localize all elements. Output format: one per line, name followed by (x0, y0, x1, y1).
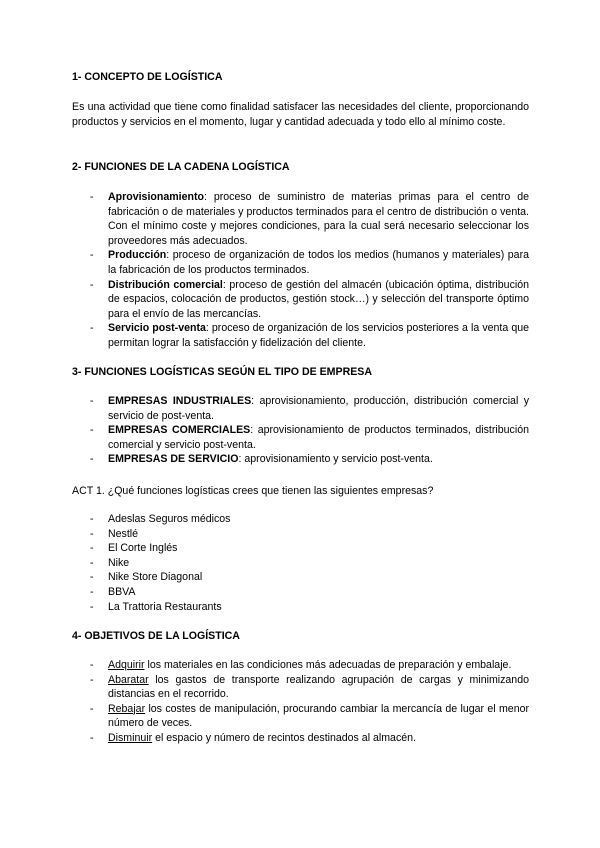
list-item (72, 248, 529, 277)
list-item (72, 394, 529, 423)
list-item-verb: Abaratar (108, 673, 149, 686)
list-item-verb: Rebajar (108, 702, 146, 715)
list-item-term: Servicio post-venta (108, 322, 206, 335)
list-item (72, 673, 529, 702)
list-item-term: Distribución comercial (108, 278, 223, 291)
list-item-text: los costes de manipulación, procurando cambiar la mercancía de lugar el menor número de veces. (108, 702, 529, 730)
list-item (72, 702, 529, 731)
list-item-verb: Disminuir (108, 731, 153, 744)
list-item-text: los materiales en las condiciones más adecuadas de preparación y embalaje. (144, 659, 512, 671)
section-4-heading: 4- OBJETIVOS DE LA LOGÍSTICA (72, 630, 240, 642)
section-3-heading: 3- FUNCIONES LOGÍSTICAS SEGÚN EL TIPO DE EMPRESA (72, 366, 372, 378)
list-item (72, 321, 529, 350)
list-item: - La Trattoria Restaurants (72, 600, 529, 615)
list-item: - BBVA (72, 585, 529, 600)
list-item-text: : proceso de suministro de materias primas para el centro de fabricación o de materiales y productos terminados para el centro de distribución o venta. Con el mínimo coste y mejores condiciones, para la cual será necesario seleccionar los proveedores más adecuados. (108, 191, 529, 247)
list-item-text: : aprovisionamiento y servicio post-venta. (238, 453, 433, 466)
list-item (72, 423, 529, 452)
list-item: - Nike (72, 556, 529, 571)
concept-paragraph: Es una actividad que tiene como finalidad satisfacer las necesidades del cliente, proporcionando productos y servicios en el momento, lugar y cantidad adecuada y todo ello al mínimo coste. (72, 101, 529, 128)
list-item-text: : aprovisionamiento de productos terminados, distribución comercial y servicio post-venta. (108, 424, 529, 451)
company-type-functions-list (72, 394, 529, 467)
list-item-text: el espacio y número de recintos destinados al almacén. (152, 731, 416, 744)
list-item: - Adeslas Seguros médicos (72, 512, 529, 527)
list-item: - Nike Store Diagonal (72, 570, 529, 585)
list-item (72, 278, 529, 322)
list-item-term: EMPRESAS INDUSTRIALES (108, 395, 252, 407)
list-item (72, 190, 529, 248)
list-item-text: : proceso de organización de los servicios posteriores a la venta que permitan lograr la satisfacción y fidelización del cliente. (108, 322, 529, 349)
activity-question: ACT 1. ¿Qué funciones logísticas crees que tienen las siguientes empresas? (72, 485, 434, 497)
list-item-verb: Adquirir (108, 659, 145, 671)
list-item-term: EMPRESAS COMERCIALES (108, 424, 251, 437)
list-item-text: : aprovisionamiento, producción, distribución comercial y servicio de post-venta. (108, 395, 529, 422)
section-2-heading: 2- FUNCIONES DE LA CADENA LOGÍSTICA (72, 161, 290, 173)
list-item-term: Aprovisionamiento (108, 191, 204, 203)
list-item (72, 658, 529, 673)
list-item (72, 452, 529, 467)
companies-list (72, 512, 529, 614)
list-item: - El Corte Inglés (72, 541, 529, 556)
list-item-term: Producción (108, 249, 167, 262)
logistics-functions-list (72, 190, 529, 351)
list-item-text: : proceso de gestión del almacén (ubicación óptima, distribución de espacios, colocación de productos, gestión stock…) y selección del transporte óptimo para el envío de las mercancías. (108, 278, 529, 320)
section-1-heading: 1- CONCEPTO DE LOGÍSTICA (72, 71, 223, 83)
list-item-term: EMPRESAS DE SERVICIO (108, 453, 239, 466)
list-item-text: los gastos de transporte realizando agrupación de cargas y minimizando distancias en el recorrido. (108, 673, 529, 701)
logistics-objectives-list (72, 658, 529, 746)
list-item: - Nestlé (72, 527, 529, 542)
list-item (72, 731, 529, 746)
list-item-text: : proceso de organización de todos los medios (humanos y materiales) para la fabricación de los productos terminados. (108, 249, 529, 276)
